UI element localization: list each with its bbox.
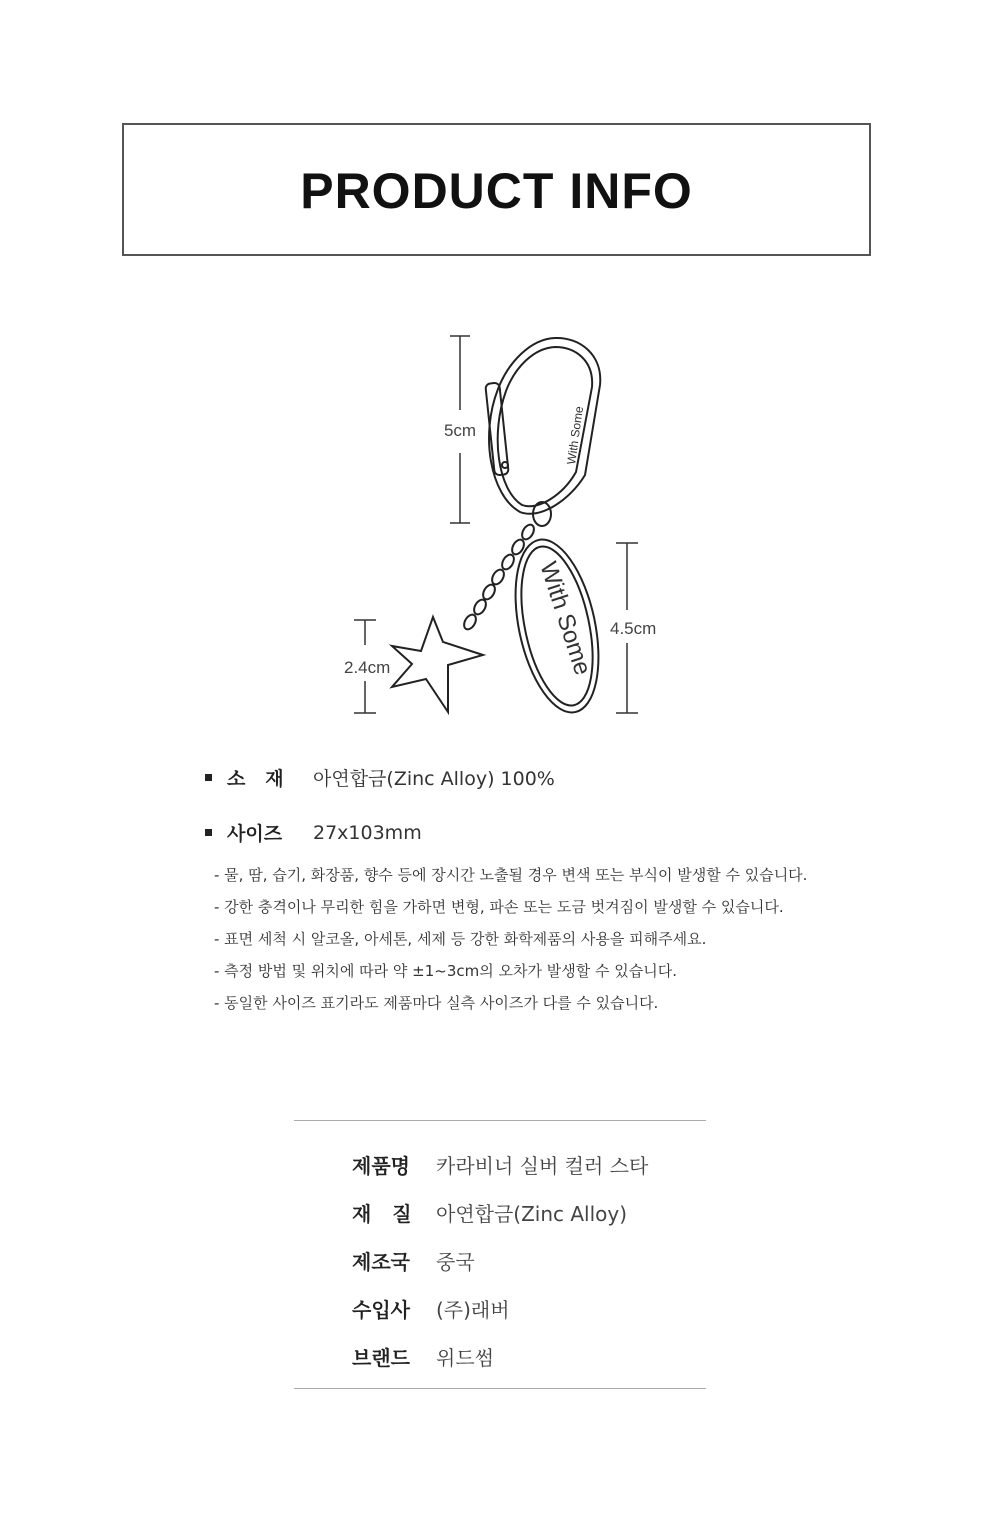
info-value: 카라비너 실버 컬러 스타 — [436, 1153, 649, 1178]
info-row-material — [352, 1188, 648, 1236]
note-item: - 동일한 사이즈 표기라도 제품마다 실측 사이즈가 다를 수 있습니다. — [214, 994, 659, 1012]
info-label: 재 질 — [352, 1201, 412, 1226]
chain-icon — [462, 523, 537, 632]
spec-label: 소 재 — [227, 768, 284, 790]
tag-engraving: With Some — [534, 558, 597, 679]
info-label: 수입사 — [352, 1297, 410, 1322]
note-item: - 측정 방법 및 위치에 따라 약 ±1~3cm의 오차가 발생할 수 있습니다. — [214, 962, 677, 980]
tag-icon — [502, 532, 613, 720]
divider-bottom — [294, 1388, 706, 1389]
tag-height-label: 4.5cm — [610, 619, 657, 638]
care-notes — [214, 862, 807, 1022]
spec-row-material — [205, 764, 555, 791]
info-value: 위드썸 — [436, 1345, 494, 1370]
spec-value: 27x103mm — [313, 821, 422, 844]
note-item: - 표면 세척 시 알코올, 아세톤, 세제 등 강한 화학제품의 사용을 피해주세요. — [214, 930, 707, 948]
spec-row-size — [205, 819, 422, 846]
page-title: PRODUCT INFO — [300, 162, 693, 219]
info-row-brand — [352, 1332, 648, 1380]
info-label: 제품명 — [352, 1153, 410, 1178]
carabiner-height-label: 5cm — [443, 421, 477, 440]
info-label: 브랜드 — [352, 1345, 410, 1370]
star-height-label: 2.4cm — [344, 658, 391, 677]
info-value: 아연합금(Zinc Alloy) — [436, 1201, 628, 1226]
note-item: - 물, 땀, 습기, 화장품, 향수 등에 장시간 노출될 경우 변색 또는 부식이 발생할 수 있습니다. — [214, 866, 808, 884]
info-row-importer — [352, 1284, 648, 1332]
note-item: - 강한 충격이나 무리한 힘을 가하면 변형, 파손 또는 도금 벗겨짐이 발생할 수 있습니다. — [214, 898, 784, 916]
info-value: (주)래버 — [436, 1297, 510, 1322]
spec-label: 사이즈 — [227, 823, 283, 845]
bullet-icon — [205, 829, 212, 836]
info-value: 중국 — [436, 1249, 475, 1274]
carabiner-engraving: With Some — [564, 405, 587, 466]
info-row-origin — [352, 1236, 648, 1284]
title-box — [122, 123, 871, 256]
spec-value: 아연합금(Zinc Alloy) 100% — [313, 768, 555, 790]
info-label: 제조국 — [352, 1249, 410, 1274]
info-row-name — [352, 1140, 648, 1188]
bullet-icon — [205, 774, 212, 781]
star-icon — [392, 617, 483, 712]
product-illustration — [330, 325, 670, 725]
product-info-table — [352, 1140, 648, 1380]
carabiner-icon — [485, 338, 600, 514]
divider-top — [294, 1120, 706, 1121]
